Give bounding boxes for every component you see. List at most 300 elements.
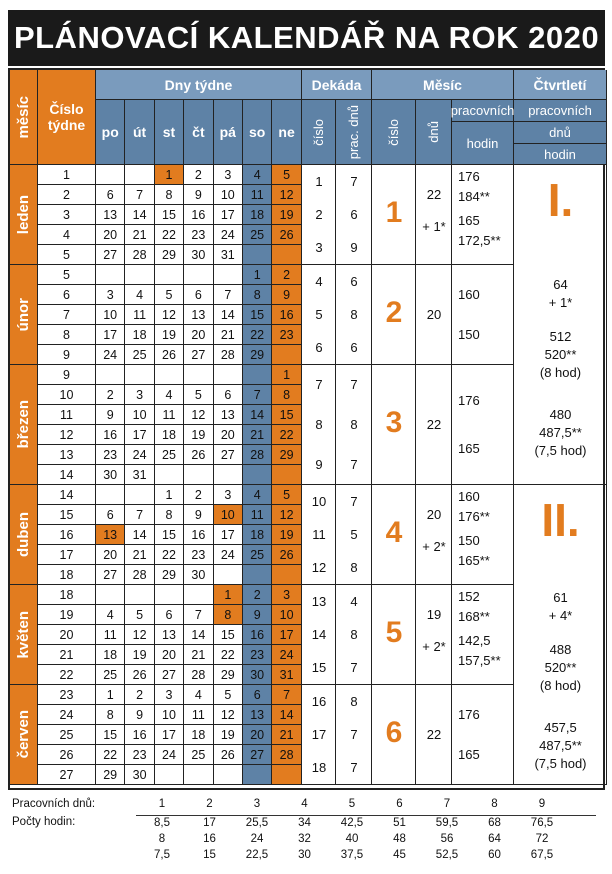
day-cell: 15 (155, 205, 184, 225)
week-number: 12 (38, 425, 96, 445)
footer-day-count: 2 (206, 798, 213, 810)
week-number: 7 (38, 305, 96, 325)
month-number: 5 (385, 616, 403, 649)
week-number: 18 (38, 585, 96, 605)
day-cell: 23 (125, 745, 154, 765)
day-cell: 25 (155, 445, 184, 465)
day-cell: 23 (243, 645, 272, 665)
quarter-hours-8-label: (8 hod) (539, 678, 582, 693)
day-cell (96, 265, 125, 285)
week-number: 4 (38, 225, 96, 245)
day-cell: 1 (96, 685, 125, 705)
day-cell: 13 (214, 405, 243, 425)
footer-hours-75: 15 (203, 849, 216, 861)
day-cell: 15 (272, 405, 301, 425)
day-cell: 15 (214, 625, 243, 645)
quarter-days: 61 (553, 590, 568, 605)
month-label-cell (10, 165, 38, 265)
day-cell: 18 (184, 725, 213, 745)
day-cell: 7 (125, 505, 154, 525)
day-cell (243, 565, 272, 585)
day-cell: 12 (155, 305, 184, 325)
day-cell: 10 (214, 505, 243, 525)
week-number: 5 (38, 245, 96, 265)
week-number: 19 (38, 605, 96, 625)
day-cell: 24 (272, 645, 301, 665)
day-cell: 26 (184, 445, 213, 465)
month-name: duben (15, 512, 32, 557)
month-hours-block (452, 365, 514, 485)
decade-days: 8 (350, 417, 358, 432)
day-cell: 24 (125, 445, 154, 465)
week-number: 3 (38, 205, 96, 225)
day-cell: 14 (214, 305, 243, 325)
day-cell (96, 485, 125, 505)
day-cell (184, 465, 213, 485)
header-working: pracovních (452, 100, 514, 122)
day-cell: 23 (184, 225, 213, 245)
week-number: 26 (38, 745, 96, 765)
day-cell: 20 (184, 325, 213, 345)
footer-hours-75: 22,5 (245, 849, 269, 861)
header-day-6: ne (272, 100, 301, 165)
day-cell: 5 (184, 385, 213, 405)
quarter-hours-8-extra: 520** (544, 347, 577, 362)
month-number: 1 (385, 196, 403, 229)
decade-number: 2 (315, 207, 323, 222)
day-cell: 18 (96, 645, 125, 665)
footer-hours-75: 60 (488, 849, 501, 861)
day-cell: 27 (96, 565, 125, 585)
week-number: 20 (38, 625, 96, 645)
day-cell: 4 (96, 605, 125, 625)
day-cell (155, 265, 184, 285)
week-number: 6 (38, 285, 96, 305)
decade-days: 6 (350, 340, 358, 356)
day-cell (184, 765, 213, 785)
day-cell: 9 (184, 505, 213, 525)
day-cell (272, 345, 301, 365)
day-cell (155, 765, 184, 785)
week-number: 10 (38, 385, 96, 405)
day-cell: 11 (155, 405, 184, 425)
day-cell: 29 (155, 565, 184, 585)
header-month-cislo-label: číslo (386, 118, 401, 146)
day-cell: 23 (184, 545, 213, 565)
footer-hours-8: 48 (393, 833, 406, 845)
day-cell: 30 (184, 245, 213, 265)
quarter-roman: II. (541, 494, 580, 546)
day-cell: 24 (214, 225, 243, 245)
header-quarter: Čtvrtletí (514, 70, 607, 100)
day-cell: 25 (184, 745, 213, 765)
month-number: 4 (385, 516, 403, 549)
quarter-extra: + 4* (548, 608, 573, 623)
day-cell: 20 (243, 725, 272, 745)
footer-hours-85: 59,5 (435, 817, 459, 829)
decade-days: 7 (350, 457, 358, 472)
footer-hours-75: 37,5 (340, 849, 364, 861)
day-cell: 22 (243, 325, 272, 345)
day-cell: 26 (155, 345, 184, 365)
quarter-hours-75: 457,5 (544, 720, 577, 735)
day-cell: 12 (214, 705, 243, 725)
decade-number: 3 (315, 240, 323, 256)
day-cell (214, 465, 243, 485)
day-cell: 19 (125, 645, 154, 665)
header-month-dnu-label: dnů (426, 121, 441, 143)
footer-day-count: 7 (443, 798, 451, 810)
day-cell (272, 565, 301, 585)
decade-days: 8 (350, 627, 358, 642)
week-number: 1 (38, 165, 96, 185)
day-cell: 7 (125, 185, 154, 205)
day-cell: 5 (272, 165, 301, 185)
day-cell: 13 (96, 525, 125, 545)
day-cell: 6 (243, 685, 272, 705)
day-cell: 17 (272, 625, 301, 645)
month-hours-value: 176 (458, 393, 480, 408)
day-cell: 13 (155, 625, 184, 645)
day-cell: 26 (214, 745, 243, 765)
day-cell: 21 (272, 725, 301, 745)
day-cell: 31 (125, 465, 154, 485)
day-cell: 3 (155, 685, 184, 705)
day-cell: 21 (184, 645, 213, 665)
decade-days: 7 (350, 173, 358, 189)
day-cell: 22 (155, 545, 184, 565)
week-number: 17 (38, 545, 96, 565)
day-cell: 3 (272, 585, 301, 605)
day-cell: 28 (125, 245, 154, 265)
day-cell: 14 (125, 205, 154, 225)
day-cell (214, 565, 243, 585)
header-month-dnu (416, 100, 452, 165)
decade-days: 7 (350, 493, 358, 509)
footer-hours-8: 72 (535, 833, 549, 845)
day-cell: 12 (125, 625, 154, 645)
footer-hours-8: 24 (250, 833, 264, 845)
month-label-cell (10, 265, 38, 365)
day-cell (125, 265, 154, 285)
day-cell (125, 365, 154, 385)
day-cell: 2 (184, 485, 213, 505)
footer-hours-label: Počty hodin: (12, 816, 76, 828)
footer-table (8, 796, 605, 872)
header-decade-cislo (302, 100, 336, 165)
day-cell: 19 (214, 725, 243, 745)
footer-hours-75: 30 (298, 849, 311, 861)
month-hours-block (452, 265, 514, 365)
day-cell: 8 (155, 185, 184, 205)
day-cell: 29 (96, 765, 125, 785)
day-cell: 22 (155, 225, 184, 245)
quarter-hours-8-label: (8 hod) (539, 365, 582, 380)
footer-hours-8: 8 (158, 833, 166, 845)
month-working-days: 20 (426, 507, 442, 522)
header-month-label: měsíc (15, 95, 32, 139)
footer-hours-8: 40 (345, 833, 359, 845)
footer-hours-85: 34 (298, 817, 311, 829)
day-cell: 12 (272, 505, 301, 525)
day-cell: 4 (243, 165, 272, 185)
day-cell: 17 (214, 525, 243, 545)
week-number: 25 (38, 725, 96, 745)
decade-days: 8 (350, 693, 358, 709)
week-number: 14 (38, 485, 96, 505)
day-cell: 19 (184, 425, 213, 445)
decade-days: 7 (350, 377, 358, 392)
footer-hours-85: 76,5 (530, 817, 554, 829)
day-cell (184, 585, 213, 605)
quarter-hours-75-extra: 487,5** (539, 425, 582, 440)
day-cell: 24 (155, 745, 184, 765)
day-cell: 7 (184, 605, 213, 625)
day-cell: 26 (125, 665, 154, 685)
day-cell (243, 245, 272, 265)
quarter-hours-75-label: (7,5 hod) (534, 443, 587, 458)
day-cell: 30 (125, 765, 154, 785)
day-cell: 23 (96, 445, 125, 465)
day-cell: 21 (214, 325, 243, 345)
day-cell: 9 (272, 285, 301, 305)
day-cell: 27 (96, 245, 125, 265)
header-month-group: Měsíc (372, 70, 514, 100)
footer-hours-8: 32 (298, 833, 311, 845)
month-hours-value: 142,5 (458, 633, 491, 648)
month-working-days: 22 (426, 727, 442, 742)
day-cell: 15 (96, 725, 125, 745)
day-cell: 27 (214, 445, 243, 465)
quarter-hours-75-label: (7,5 hod) (534, 756, 587, 771)
day-cell: 14 (125, 525, 154, 545)
quarter-hours-8: 512 (549, 329, 572, 344)
header-week-number-label: Číslo týdne (47, 101, 86, 133)
decade-number: 15 (311, 660, 327, 676)
day-cell: 24 (96, 345, 125, 365)
decade-number: 12 (311, 560, 327, 576)
month-label-cell (10, 365, 38, 485)
footer-hours-85: 42,5 (340, 817, 364, 829)
day-cell: 17 (155, 725, 184, 745)
day-cell: 17 (214, 205, 243, 225)
day-cell: 15 (155, 525, 184, 545)
footer-hours-85: 25,5 (245, 817, 269, 829)
day-cell (272, 465, 301, 485)
day-cell: 18 (155, 425, 184, 445)
decade-number: 7 (315, 377, 323, 392)
day-cell: 11 (243, 505, 272, 525)
day-cell: 14 (243, 405, 272, 425)
month-hours-value: 165 (458, 747, 480, 762)
header-day-2: st (155, 100, 184, 165)
calendar-grid (8, 68, 605, 790)
day-cell: 24 (214, 545, 243, 565)
day-cell: 7 (243, 385, 272, 405)
day-cell (155, 365, 184, 385)
day-cell: 25 (96, 665, 125, 685)
day-cell (214, 265, 243, 285)
decade-number: 18 (311, 760, 327, 776)
day-cell: 2 (272, 265, 301, 285)
header-week-number-cell (38, 70, 96, 165)
month-working-days: 20 (426, 307, 442, 322)
day-cell: 30 (243, 665, 272, 685)
day-cell: 1 (155, 485, 184, 505)
day-cell: 11 (184, 705, 213, 725)
day-cell: 2 (125, 685, 154, 705)
day-cell: 18 (243, 525, 272, 545)
month-working-days: 19 (426, 607, 442, 622)
day-cell: 1 (243, 265, 272, 285)
day-cell: 21 (243, 425, 272, 445)
month-days-block (416, 585, 452, 685)
quarter-days: 64 (553, 277, 568, 292)
day-cell: 9 (243, 605, 272, 625)
month-working-days: 22 (426, 187, 442, 202)
month-name: březen (15, 400, 32, 449)
month-number: 3 (385, 406, 403, 439)
week-number: 2 (38, 185, 96, 205)
month-hours-value: 165** (458, 553, 490, 568)
header-weekdays: Dny týdne (96, 70, 302, 100)
month-label-cell (10, 585, 38, 685)
footer-day-count: 3 (253, 798, 261, 810)
day-cell: 16 (243, 625, 272, 645)
decade-number: 16 (311, 693, 327, 709)
footer-day-count: 8 (491, 798, 498, 810)
footer-hours-85: 51 (393, 817, 406, 829)
header-decade-cislo-label: číslo (311, 118, 326, 146)
day-cell: 11 (125, 305, 154, 325)
week-number: 24 (38, 705, 96, 725)
day-cell: 28 (243, 445, 272, 465)
day-cell: 13 (96, 205, 125, 225)
day-cell: 13 (184, 305, 213, 325)
day-cell: 30 (96, 465, 125, 485)
month-hours-block (452, 685, 514, 785)
quarter-extra: + 1* (548, 295, 573, 310)
month-hours-value: 150 (458, 327, 480, 342)
day-cell (96, 365, 125, 385)
month-hours-value: 172,5** (458, 233, 501, 248)
header-quarter-days: dnů (514, 122, 607, 144)
week-number: 11 (38, 405, 96, 425)
day-cell: 6 (96, 185, 125, 205)
day-cell: 5 (214, 685, 243, 705)
day-cell (184, 365, 213, 385)
month-hours-value: 168** (458, 609, 490, 624)
day-cell (184, 265, 213, 285)
day-cell: 25 (243, 225, 272, 245)
header-day-3: čt (184, 100, 213, 165)
day-cell: 30 (184, 565, 213, 585)
day-cell: 14 (272, 705, 301, 725)
decade-number: 13 (311, 593, 327, 609)
month-extra-days: + 2* (422, 539, 446, 554)
week-number: 23 (38, 685, 96, 705)
decade-days: 9 (350, 240, 358, 256)
week-number: 8 (38, 325, 96, 345)
day-cell: 17 (125, 425, 154, 445)
day-cell: 9 (184, 185, 213, 205)
decade-number: 5 (315, 307, 323, 322)
week-number: 9 (38, 345, 96, 365)
day-cell: 7 (214, 285, 243, 305)
day-cell: 18 (243, 205, 272, 225)
decade-number: 4 (315, 273, 323, 289)
day-cell: 31 (272, 665, 301, 685)
header-day-4: pá (214, 100, 243, 165)
day-cell (214, 365, 243, 385)
footer-hours-75: 67,5 (530, 849, 554, 861)
day-cell: 1 (155, 165, 184, 185)
decade-days: 6 (350, 207, 358, 222)
week-number: 16 (38, 525, 96, 545)
quarter-hours-8: 488 (549, 642, 572, 657)
day-cell: 26 (272, 545, 301, 565)
day-cell: 28 (214, 345, 243, 365)
header-day-1: út (125, 100, 154, 165)
day-cell: 16 (125, 725, 154, 745)
day-cell (214, 765, 243, 785)
header-hours: hodin (452, 122, 514, 165)
day-cell: 16 (184, 525, 213, 545)
footer-hours-85: 8,5 (154, 817, 170, 829)
month-hours-value: 176 (458, 169, 480, 184)
decade-days: 7 (350, 660, 358, 676)
decade-days: 4 (350, 593, 358, 609)
day-cell: 27 (243, 745, 272, 765)
footer-day-count: 6 (396, 798, 403, 810)
header-day-5: so (243, 100, 272, 165)
day-cell: 16 (184, 205, 213, 225)
header-decade-prac_dnu-label: prac. dnů (346, 104, 361, 160)
footer-day-count: 5 (348, 798, 356, 810)
quarter-hours-75-extra: 487,5** (539, 738, 582, 753)
day-cell (125, 485, 154, 505)
month-working-days: 22 (426, 417, 442, 432)
day-cell: 18 (125, 325, 154, 345)
day-cell: 8 (243, 285, 272, 305)
month-days-block (416, 165, 452, 265)
week-number: 13 (38, 445, 96, 465)
day-cell: 10 (125, 405, 154, 425)
footer-hours-75: 45 (393, 849, 406, 861)
header-quarter-hours: hodin (514, 144, 607, 165)
decade-days: 8 (350, 307, 358, 322)
day-cell: 29 (155, 245, 184, 265)
day-cell: 3 (214, 485, 243, 505)
decade-number: 14 (311, 627, 327, 642)
header-quarter-working: pracovních (514, 100, 607, 122)
day-cell: 2 (184, 165, 213, 185)
month-name: leden (15, 194, 32, 235)
day-cell: 25 (125, 345, 154, 365)
day-cell: 10 (155, 705, 184, 725)
day-cell: 20 (214, 425, 243, 445)
day-cell: 17 (96, 325, 125, 345)
day-cell (272, 765, 301, 785)
day-cell: 19 (272, 525, 301, 545)
week-number: 22 (38, 665, 96, 685)
day-cell: 23 (272, 325, 301, 345)
day-cell: 20 (155, 645, 184, 665)
day-cell: 25 (243, 545, 272, 565)
day-cell: 31 (214, 245, 243, 265)
decade-number: 6 (315, 340, 323, 356)
week-number: 27 (38, 765, 96, 785)
